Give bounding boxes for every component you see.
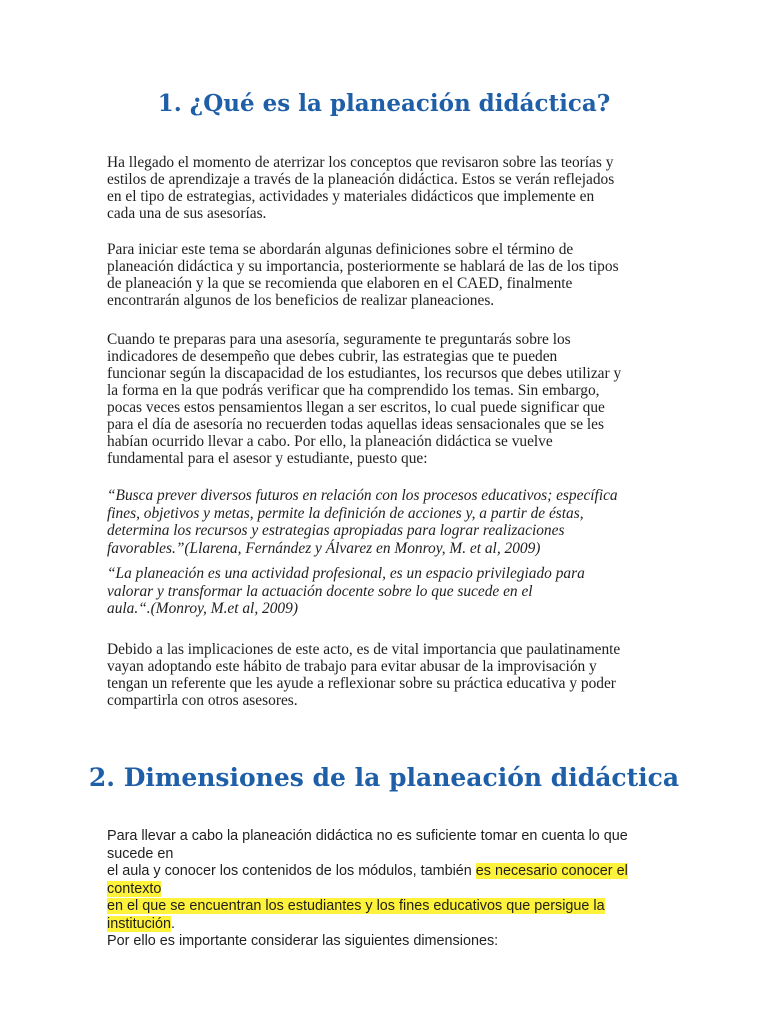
quote-2: “La planeación es una actividad profesional, es un espacio privilegiado para valorar y transformar la actuación docente sobre lo que sucede en el aula.“.(Monroy, M.et al, 2009) [107, 565, 585, 617]
highlighted-text-2: en el que se encuentran los estudiantes y los fines educativos que persigue la institución [107, 898, 605, 932]
section-2-title: 2. Dimensiones de la planeación didáctica [88, 763, 680, 792]
section-2-text-after: . Por ello es importante considerar las siguientes dimensiones: [107, 915, 499, 949]
section-2-paragraph-1 [107, 828, 667, 951]
section-1-paragraph-1: Ha llegado el momento de aterrizar los conceptos que revisaron sobre las teorías y estilos de aprendizaje a través de la planeación didáctica. Estos se verán reflejados en el tipo de estrategias, actividades y materiales didácticos que implemente en cada una de sus asesorías. [107, 154, 615, 222]
quote-1: “Busca prever diversos futuros en relación con los procesos educativos; específica fines, objetivos y metas, permite la definición de acciones y, a partir de éstas, determina los recursos y estrategias apropiadas para lograr realizaciones favorables.”(Llarena, Fernández y Álvarez en Monroy, M. et al, 2009) [107, 487, 618, 557]
section-1-paragraph-2: Para iniciar este tema se abordarán algunas definiciones sobre el término de planeación didáctica y su importancia, posteriormente se hablará de las de los tipos de planeación y la que se recomienda que elaboren en el CAED, finalmente encontrarán algunos de los beneficios de realizar planeaciones. [107, 241, 619, 309]
highlighted-text-1: es necesario conocer el contexto [107, 863, 628, 897]
section-1-paragraph-4: Debido a las implicaciones de este acto, es de vital importancia que paulatinamente vayan adoptando este hábito de trabajo para evitar abusar de la improvisación y tengan un referente que les ayude a reflexionar sobre su práctica educativa y poder compartirla con otros asesores. [107, 641, 621, 709]
section-2-text-before: Para llevar a cabo la planeación didáctica no es suficiente tomar en cuenta lo que sucede en el aula y conocer los contenidos de los módulos, también [107, 828, 628, 879]
section-1-paragraph-3: Cuando te preparas para una asesoría, seguramente te preguntarás sobre los indicadores de desempeño que debes cubrir, las estrategias que te pueden funcionar según la discapacidad de los estudiantes, los recursos que debes utilizar y la forma en la que podrás verificar que ha comprendido los temas. Sin embargo, pocas veces estos pensamientos llegan a ser escritos, lo cual puede significar que para el día de asesoría no recuerden todas aquellas ideas sensacionales que se les habían ocurrido llevar a cabo. Por ello, la planeación didáctica se vuelve fundamental para el asesor y estudiante, puesto que: [107, 331, 622, 467]
section-1-title: 1. ¿Qué es la planeación didáctica? [157, 90, 611, 117]
